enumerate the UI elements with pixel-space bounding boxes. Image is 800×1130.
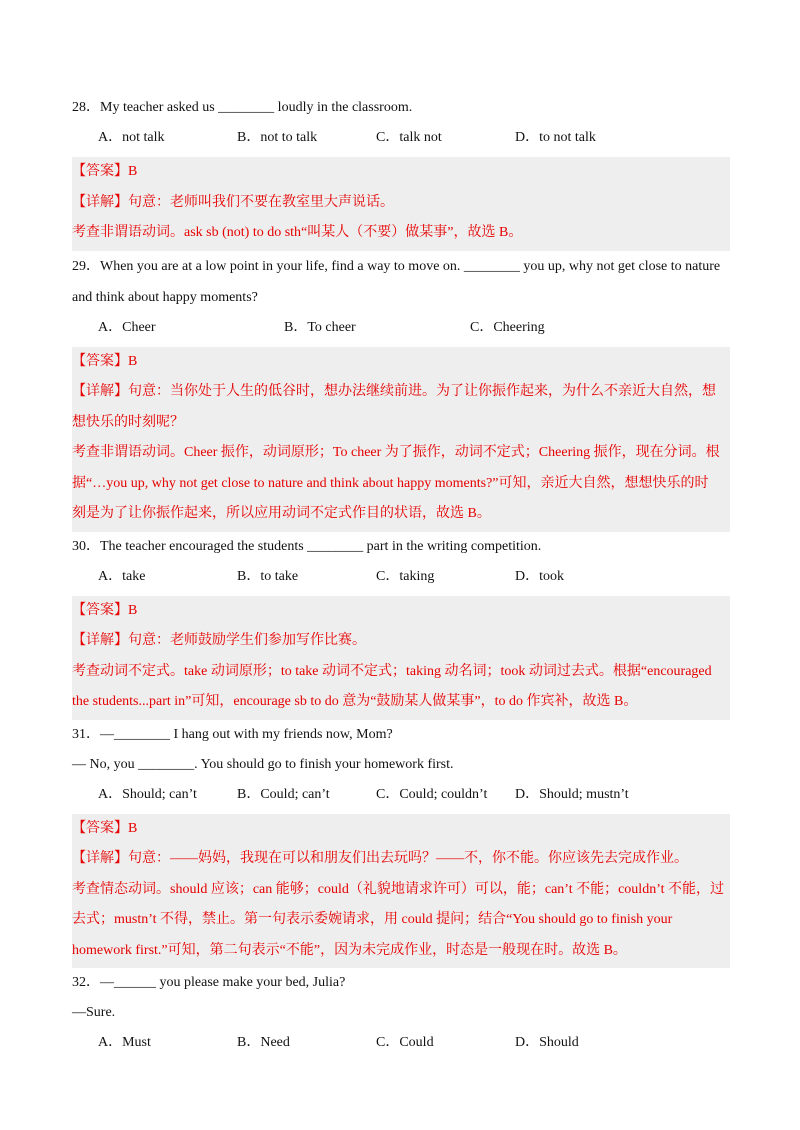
answer-label: 【答案】B	[72, 164, 138, 179]
option-d: D．Should; mustn’t	[515, 786, 629, 802]
option-c: C．taking	[376, 568, 435, 584]
option-b: B．not to talk	[237, 130, 318, 145]
detail-line: 考查动词不定式。take 动词原形；to take 动词不定式；taking 动名词；took 动词过去式。根据“encouraged	[72, 663, 712, 679]
answer-label: 【答案】B	[72, 820, 138, 836]
options-row	[72, 123, 728, 153]
options-row	[72, 1028, 728, 1058]
detail-line: 想快乐的时刻呢？	[72, 414, 184, 430]
options-row	[72, 780, 728, 810]
detail-line: 据“…you up, why not get close to nature and think about happy moments?”可知，亲近大自然，想想快乐的时	[72, 475, 709, 491]
option-d: D．took	[515, 568, 564, 584]
question-28	[72, 93, 728, 251]
detail-line: 考查情态动词。should 应该；can 能够；could（礼貌地请求许可）可以，能；can’t 不能；couldn’t 不能，过	[72, 881, 724, 897]
option-d: D．to not talk	[515, 130, 596, 145]
detail-line: 考查非谓语动词。ask sb (not) to do sth“叫某人（不要）做某事”，故选 B。	[72, 225, 523, 240]
option-a: A．Cheer	[98, 319, 156, 335]
detail-line: 去式；mustn’t 不得，禁止。第一句表示委婉请求，用 could 提问；结合“You should go to finish your	[72, 912, 673, 927]
option-b: B．to take	[237, 568, 299, 584]
answer-box	[72, 157, 730, 251]
answer-box	[72, 596, 730, 720]
option-b: B．To cheer	[284, 319, 356, 335]
detail-line: 【详解】句意：——妈妈，我现在可以和朋友们出去玩吗？——不，你不能。你应该先去完成作业。	[72, 851, 688, 866]
option-c: C．Could; couldn’t	[376, 786, 488, 802]
option-c: C．Could	[376, 1035, 434, 1050]
detail-line: 考查非谓语动词。Cheer 振作，动词原形；To cheer 为了振作，动词不定式；Cheering 振作，现在分词。根	[72, 445, 720, 460]
question-29	[72, 251, 728, 532]
option-c: C．Cheering	[470, 319, 545, 335]
option-d: D．Should	[515, 1035, 579, 1050]
answer-box	[72, 347, 730, 532]
option-b: B．Could; can’t	[237, 786, 330, 802]
option-c: C．talk not	[376, 130, 442, 145]
question-stem: 31．—________ I hang out with my friends now, Mom?	[72, 726, 393, 742]
options-row	[72, 313, 728, 343]
detail-line: 刻是为了让你振作起来，所以应用动词不定式作目的状语，故选 B。	[72, 506, 491, 521]
detail-line: homework first.”可知，第二句表示“不能”，因为未完成作业，时态是一般现在时。故选 B。	[72, 942, 627, 958]
option-a: A．take	[98, 568, 146, 584]
detail-line: 【详解】句意：老师鼓励学生们参加写作比赛。	[72, 633, 366, 648]
option-a: A．not talk	[98, 130, 165, 145]
question-stem: 29．When you are at a low point in your life, find a way to move on. ________ you up, why not get close to nature	[72, 258, 721, 274]
question-30	[72, 532, 728, 720]
question-31	[72, 720, 728, 969]
option-b: B．Need	[237, 1035, 290, 1050]
option-a: A．Should; can’t	[98, 786, 197, 802]
detail-line: 【详解】句意：当你处于人生的低谷时，想办法继续前进。为了让你振作起来，为什么不亲近大自然，想	[72, 384, 716, 399]
question-stem: 32．—______ you please make your bed, Julia?	[72, 975, 346, 990]
answer-label: 【答案】B	[72, 602, 138, 618]
options-row	[72, 562, 728, 592]
question-stem: and think about happy moments?	[72, 289, 258, 305]
question-stem: — No, you ________. You should go to finish your homework first.	[72, 756, 454, 772]
question-stem: 30．The teacher encouraged the students ________ part in the writing competition.	[72, 538, 542, 554]
detail-line: the students...part in”可知，encourage sb to do 意为“鼓励某人做某事”，to do 作宾补，故选 B。	[72, 694, 638, 709]
question-32	[72, 968, 728, 1058]
question-stem: —Sure.	[72, 1005, 116, 1020]
answer-box	[72, 814, 730, 969]
answer-label: 【答案】B	[72, 353, 138, 369]
question-stem: 28．My teacher asked us ________ loudly in the classroom.	[72, 100, 413, 115]
detail-line: 【详解】句意：老师叫我们不要在教室里大声说话。	[72, 194, 394, 210]
option-a: A．Must	[98, 1035, 151, 1050]
